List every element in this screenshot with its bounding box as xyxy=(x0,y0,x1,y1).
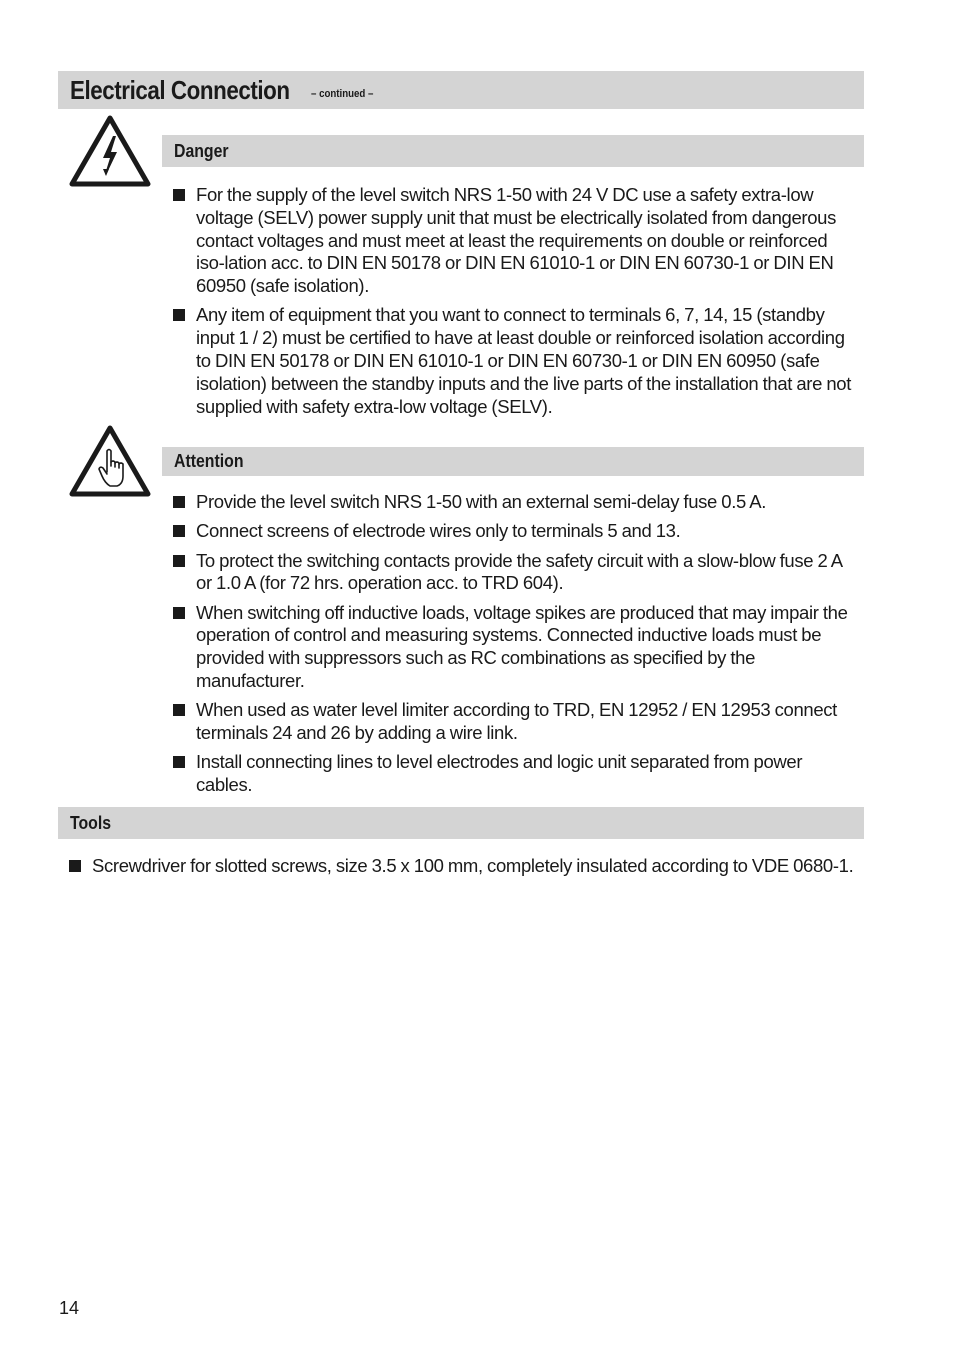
danger-item: For the supply of the level switch NRS 1-50 with 24 V DC use a safety extra-low voltage (SELV) power supply unit that must be electrically isolated from dangerous contact voltages and must meet at least the requirements on double or reinforced iso-lation acc. to DIN EN 50178 or DIN EN 61010-1 or DIN EN 60730-1 or DIN EN 60950 (safe isolation). xyxy=(172,184,854,298)
attention-item: Provide the level switch NRS 1-50 with an external semi-delay fuse 0.5 A. xyxy=(172,491,854,514)
attention-item: When used as water level limiter according to TRD, EN 12952 / EN 12953 connect terminals 24 and 26 by adding a wire link. xyxy=(172,699,854,745)
danger-heading: Danger xyxy=(174,140,229,161)
page-number: 14 xyxy=(59,1298,80,1318)
page-header xyxy=(58,71,864,109)
danger-item: Any item of equipment that you want to connect to terminals 6, 7, 14, 15 (standby input 1 / 2) must be certified to have at least double or reinforced isolation according to DIN EN 50178 or DIN EN 61010-1 or DIN EN 60730-1 or DIN EN 60950 (safe isolation) between the standby inputs and the live parts of the installation that are not supplied with safety extra-low voltage (SELV). xyxy=(172,304,854,418)
hand-warning-icon xyxy=(68,424,152,498)
bullet-square-icon xyxy=(173,704,185,716)
bullet-square-icon xyxy=(173,756,185,768)
tools-item: Screwdriver for slotted screws, size 3.5 x 100 mm, completely insulated according to VDE 0680-1. xyxy=(68,855,858,878)
bullet-square-icon xyxy=(173,309,185,321)
attention-item: To protect the switching contacts provide the safety circuit with a slow-blow fuse 2 A or 1.0 A (for 72 hrs. operation acc. to TRD 604). xyxy=(172,550,854,596)
page-subtitle: – continued – xyxy=(311,88,374,100)
attention-heading: Attention xyxy=(174,451,244,471)
attention-item: When switching off inductive loads, voltage spikes are produced that may impair the operation of control and measuring systems. Connected inductive loads must be provided with suppressors such as RC combinations as specified by the manufacturer. xyxy=(172,602,854,693)
page-title: Electrical Connection xyxy=(70,74,290,105)
tools-heading-bar xyxy=(58,807,864,839)
high-voltage-warning-icon xyxy=(68,114,152,188)
bullet-square-icon xyxy=(173,607,185,619)
bullet-square-icon xyxy=(173,525,185,537)
attention-list xyxy=(172,491,854,833)
danger-list xyxy=(172,184,854,425)
attention-heading-bar xyxy=(162,447,864,476)
bullet-square-icon xyxy=(173,555,185,567)
bullet-square-icon xyxy=(173,189,185,201)
attention-item: Install connecting lines to level electrodes and logic unit separated from power cables. xyxy=(172,751,854,797)
attention-item: Connect screens of electrode wires only to terminals 5 and 13. xyxy=(172,520,854,543)
bullet-square-icon xyxy=(173,496,185,508)
danger-heading-bar xyxy=(162,135,864,167)
tools-heading: Tools xyxy=(70,812,112,833)
tools-list xyxy=(68,855,858,884)
bullet-square-icon xyxy=(69,860,81,872)
